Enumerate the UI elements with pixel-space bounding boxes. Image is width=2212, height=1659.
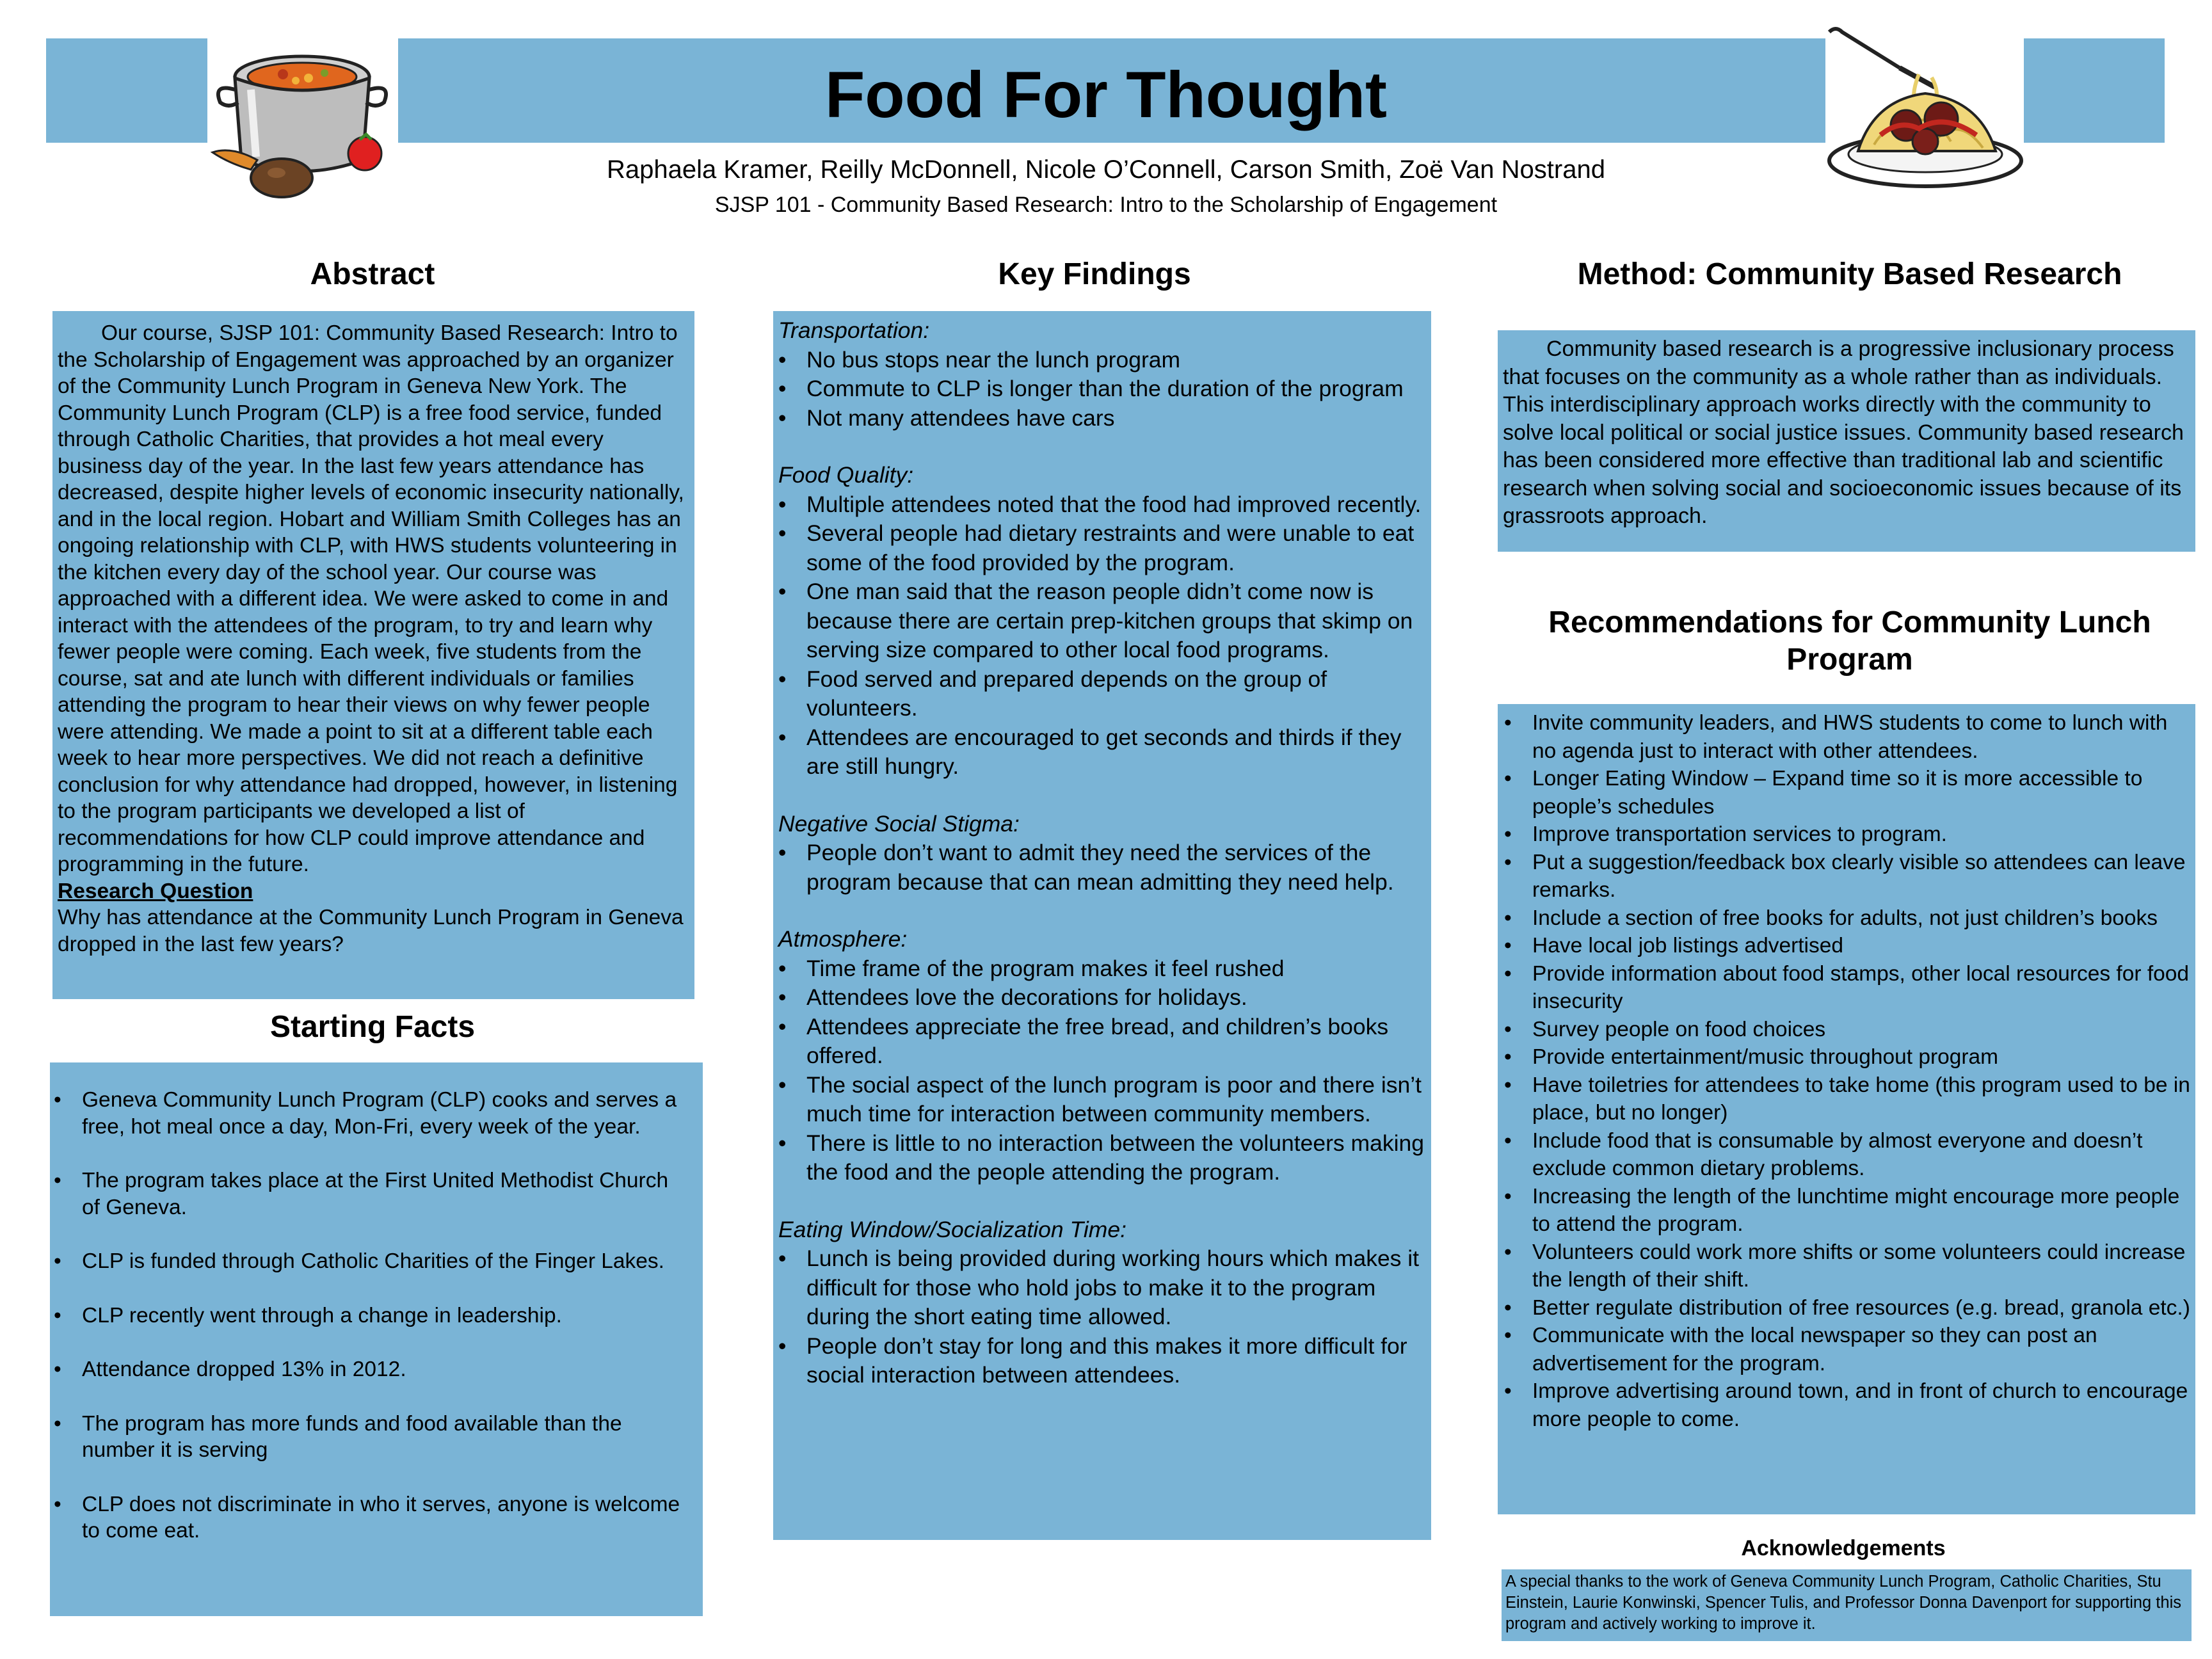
recommendation-item: • Invite community leaders, and HWS students to come to lunch with no agenda just to interact with other attendees. [1504, 709, 2193, 765]
finding-item: • Attendees love the decorations for holidays. [778, 983, 1426, 1013]
poster-title: Food For Thought [824, 58, 1387, 131]
finding-item: • There is little to no interaction between the volunteers making the food and the people attending the program. [778, 1129, 1426, 1187]
key-findings-heading: Key Findings [998, 257, 1191, 291]
recommendation-item: • Improve advertising around town, and in front of church to encourage more people to come. [1504, 1377, 2193, 1433]
starting-facts-panel [50, 1062, 703, 1616]
recommendation-item: • Put a suggestion/feedback box clearly visible so attendees can leave remarks. [1504, 849, 2193, 904]
acknowledgements-panel [1502, 1569, 2192, 1641]
recommendation-item: • Provide entertainment/music throughout program [1504, 1043, 2193, 1071]
recommendation-item: • Have toiletries for attendees to take home (this program used to be in place, but no longer) [1504, 1071, 2193, 1127]
recommendation-item: • Include a section of free books for adults, not just children’s books [1504, 904, 2193, 933]
fact-item: • CLP does not discriminate in who it serves, anyone is welcome to come eat. [54, 1491, 690, 1544]
method-panel [1498, 330, 2195, 552]
recommendation-item: • Survey people on food choices [1504, 1016, 2193, 1044]
recommendation-item: • Volunteers could work more shifts or some volunteers could increase the length of their shift. [1504, 1238, 2193, 1294]
finding-item: • Multiple attendees noted that the food had improved recently. [778, 490, 1426, 520]
abstract-heading: Abstract [310, 257, 435, 291]
recommendation-item: • Communicate with the local newspaper so they can post an advertisement for the program. [1504, 1322, 2193, 1377]
course-name: SJSP 101 - Community Based Research: Intro to the Scholarship of Engagement [714, 193, 1498, 217]
fact-item: • The program takes place at the First United Methodist Church of Geneva. [54, 1167, 690, 1221]
finding-item: • Food served and prepared depends on the group of volunteers. [778, 665, 1426, 723]
research-question-label: Research Question [58, 879, 253, 903]
author-list: Raphaela Kramer, Reilly McDonnell, Nicole O’Connell, Carson Smith, Zoë Van Nostrand [607, 156, 1605, 184]
findings-section-title: Eating Window/Socialization Time: [778, 1216, 1126, 1242]
method-body: Community based research is a progressive inclusionary process that focuses on the community as a whole rather than as individuals. This interdisciplinary approach works directly with the community to solve local political or social justice issues. Community based research has been considered more effective than traditional lab and scientific research when solving social and socioeconomic issues because of its grassroots approach. [1503, 337, 2184, 528]
acknowledgements-heading: Acknowledgements [1741, 1536, 1946, 1560]
finding-item: • One man said that the reason people didn’t come now is because there are certain prep-kitchen groups that skimp on serving size compared to other local food programs. [778, 577, 1426, 665]
finding-item: • Attendees appreciate the free bread, and children’s books offered. [778, 1013, 1426, 1071]
finding-item: • People don’t want to admit they need the services of the program because that can mean admitting they need help. [778, 838, 1426, 897]
finding-item: • People don’t stay for long and this makes it more difficult for social interaction between attendees. [778, 1332, 1426, 1390]
abstract-body: Our course, SJSP 101: Community Based Research: Intro to the Scholarship of Engagement was approached by an organizer of the Community Lunch Program in Geneva New York. The Community Lunch Program (CLP) is a free food service, funded through Catholic Charities, that provides a hot meal every business day of the year. In the last few years attendance has decreased, despite higher levels of economic insecurity nationally, and in the local region. Hobart and William Smith Colleges has an ongoing relationship with CLP, with HWS students volunteering in the kitchen every day of the school year. Our course was approached with a different idea. We were asked to come in and interact with the attendees of the program, to try and learn why fewer people were coming. Each week, five students from the course, sat and ate lunch with different individuals or families attending the program to hear their views on why fewer people were attending. We made a point to sit at a different table each week to hear more perspectives. We did not reach a definitive conclusion for why attendance had dropped, however, in listening to the program participants we developed a list of recommendations for how CLP could improve attendance and programming in the future. [58, 321, 684, 876]
finding-item: • Several people had dietary restraints and were unable to eat some of the food provided by the program. [778, 519, 1426, 577]
findings-section-title: Transportation: [778, 317, 930, 343]
fact-item: • Geneva Community Lunch Program (CLP) cooks and serves a free, hot meal once a day, Mon-Fri, every week of the year. [54, 1087, 690, 1140]
finding-item: • Not many attendees have cars [778, 404, 1426, 433]
acknowledgements-body: A special thanks to the work of Geneva Community Lunch Program, Catholic Charities, Stu Einstein, Laurie Konwinski, Spencer Tulis, and Professor Donna Davenport for supporting this program and actively working to improve it. [1505, 1573, 2181, 1633]
recommendation-item: • Increasing the length of the lunchtime might encourage more people to attend the program. [1504, 1183, 2193, 1238]
method-heading: Method: Community Based Research [1577, 257, 2122, 291]
abstract-panel [52, 311, 694, 999]
recommendation-item: • Provide information about food stamps, other local resources for food insecurity [1504, 960, 2193, 1016]
recommendation-item: • Include food that is consumable by almost everyone and doesn’t exclude common dietary problems. [1504, 1127, 2193, 1183]
finding-item: • Time frame of the program makes it feel rushed [778, 954, 1426, 984]
recommendation-item: • Have local job listings advertised [1504, 932, 2193, 960]
recommendation-item: • Improve transportation services to program. [1504, 821, 2193, 849]
research-question-text: Why has attendance at the Community Lunch Program in Geneva dropped in the last few years? [58, 906, 684, 956]
finding-item: • Lunch is being provided during working hours which makes it difficult for those who hold jobs to make it to the program during the short eating time allowed. [778, 1244, 1426, 1332]
fact-item: • CLP is funded through Catholic Charities of the Finger Lakes. [54, 1248, 690, 1275]
findings-section-title: Food Quality: [778, 462, 914, 488]
fact-item: • Attendance dropped 13% in 2012. [54, 1356, 690, 1383]
recommendations-panel [1498, 704, 2195, 1514]
fact-item: • The program has more funds and food available than the number it is serving [54, 1411, 690, 1464]
finding-item: • Attendees are encouraged to get seconds and thirds if they are still hungry. [778, 723, 1426, 781]
fact-item: • CLP recently went through a change in leadership. [54, 1302, 690, 1329]
findings-section-title: Atmosphere: [778, 926, 908, 952]
key-findings-panel [773, 311, 1431, 1540]
findings-section-title: Negative Social Stigma: [778, 810, 1020, 837]
starting-facts-heading: Starting Facts [269, 1010, 476, 1044]
recommendation-item: • Longer Eating Window – Expand time so it is more accessible to people’s schedules [1504, 765, 2193, 821]
finding-item: • The social aspect of the lunch program is poor and there isn’t much time for interaction between community members. [778, 1071, 1426, 1129]
finding-item: • Commute to CLP is longer than the duration of the program [778, 374, 1426, 404]
finding-item: • No bus stops near the lunch program [778, 346, 1426, 375]
recommendation-item: • Better regulate distribution of free resources (e.g. bread, granola etc.) [1504, 1294, 2193, 1322]
recommendations-heading: Recommendations for Community Lunch Program [1548, 605, 2151, 677]
